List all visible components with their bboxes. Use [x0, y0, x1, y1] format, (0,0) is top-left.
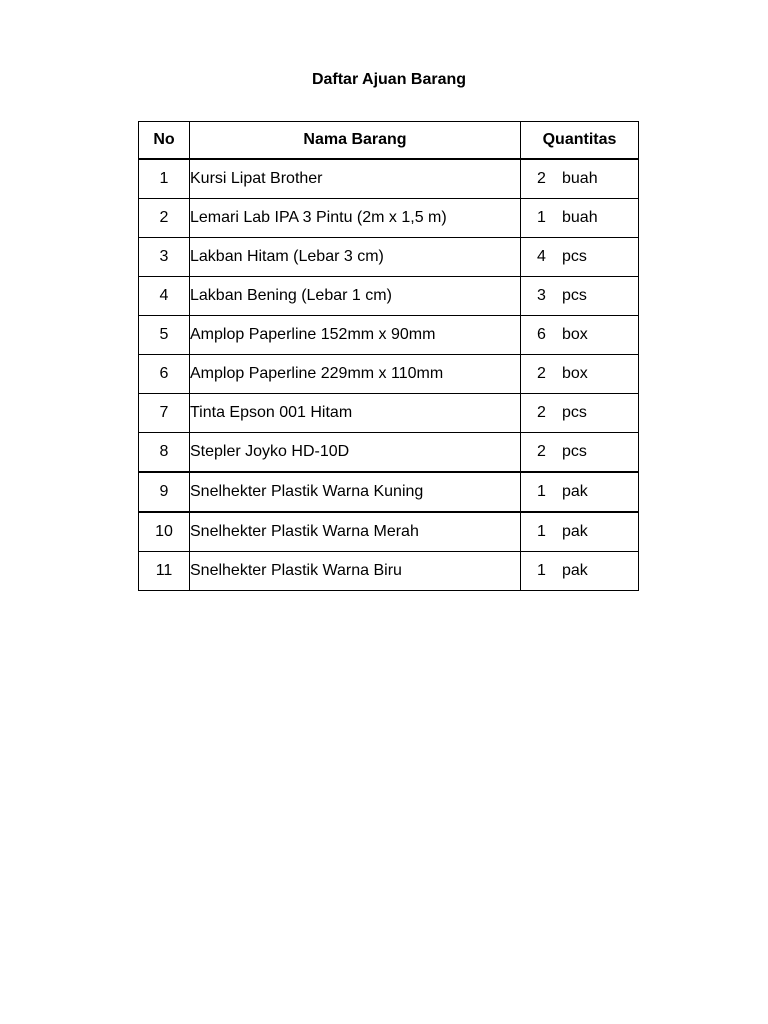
row-quantity [521, 316, 639, 355]
column-header-name: Nama Barang [190, 122, 521, 160]
quantity-value: 4 [537, 248, 546, 265]
quantity-unit: pcs [562, 287, 587, 304]
row-quantity [521, 512, 639, 552]
column-header-no: No [139, 122, 190, 160]
row-no: 4 [139, 277, 190, 316]
row-item-name: Lakban Hitam (Lebar 3 cm) [190, 238, 521, 277]
row-no: 9 [139, 472, 190, 512]
quantity-unit: pak [562, 562, 588, 579]
quantity-unit: pcs [562, 404, 587, 421]
quantity-unit: pak [562, 483, 588, 500]
row-no: 7 [139, 394, 190, 433]
row-no: 6 [139, 355, 190, 394]
row-item-name: Amplop Paperline 152mm x 90mm [190, 316, 521, 355]
quantity-value: 2 [537, 404, 546, 421]
row-quantity [521, 394, 639, 433]
quantity-unit: pak [562, 523, 588, 540]
row-item-name: Amplop Paperline 229mm x 110mm [190, 355, 521, 394]
row-no: 8 [139, 433, 190, 473]
table-row [139, 316, 639, 355]
row-no: 1 [139, 159, 190, 199]
row-no: 5 [139, 316, 190, 355]
row-item-name: Lakban Bening (Lebar 1 cm) [190, 277, 521, 316]
row-quantity [521, 355, 639, 394]
row-no: 10 [139, 512, 190, 552]
table-row [139, 433, 639, 473]
quantity-unit: box [562, 326, 588, 343]
page-title: Daftar Ajuan Barang [311, 71, 467, 88]
table-row [139, 472, 639, 512]
row-quantity [521, 433, 639, 473]
quantity-unit: buah [562, 170, 598, 187]
row-item-name: Kursi Lipat Brother [190, 159, 521, 199]
quantity-value: 1 [537, 523, 546, 540]
quantity-value: 2 [537, 365, 546, 382]
table-row [139, 159, 639, 199]
row-no: 2 [139, 199, 190, 238]
row-quantity [521, 199, 639, 238]
quantity-value: 2 [537, 443, 546, 460]
row-quantity [521, 238, 639, 277]
quantity-unit: box [562, 365, 588, 382]
row-item-name: Lemari Lab IPA 3 Pintu (2m x 1,5 m) [190, 199, 521, 238]
table-row [139, 512, 639, 552]
quantity-value: 1 [537, 483, 546, 500]
table-row [139, 355, 639, 394]
row-item-name: Stepler Joyko HD-10D [190, 433, 521, 473]
table-header-row [139, 122, 639, 160]
row-no: 3 [139, 238, 190, 277]
table-row [139, 199, 639, 238]
row-item-name: Tinta Epson 001 Hitam [190, 394, 521, 433]
row-item-name: Snelhekter Plastik Warna Biru [190, 552, 521, 591]
row-no: 11 [139, 552, 190, 591]
column-header-quantity: Quantitas [521, 122, 639, 160]
quantity-value: 6 [537, 326, 546, 343]
row-quantity [521, 552, 639, 591]
quantity-unit: pcs [562, 443, 587, 460]
items-table [138, 121, 639, 591]
quantity-value: 2 [537, 170, 546, 187]
quantity-value: 3 [537, 287, 546, 304]
row-quantity [521, 472, 639, 512]
row-quantity [521, 159, 639, 199]
row-item-name: Snelhekter Plastik Warna Merah [190, 512, 521, 552]
quantity-unit: buah [562, 209, 598, 226]
quantity-value: 1 [537, 562, 546, 579]
quantity-value: 1 [537, 209, 546, 226]
table-row [139, 394, 639, 433]
quantity-unit: pcs [562, 248, 587, 265]
table-row [139, 238, 639, 277]
row-quantity [521, 277, 639, 316]
table-row [139, 277, 639, 316]
row-item-name: Snelhekter Plastik Warna Kuning [190, 472, 521, 512]
table-row [139, 552, 639, 591]
